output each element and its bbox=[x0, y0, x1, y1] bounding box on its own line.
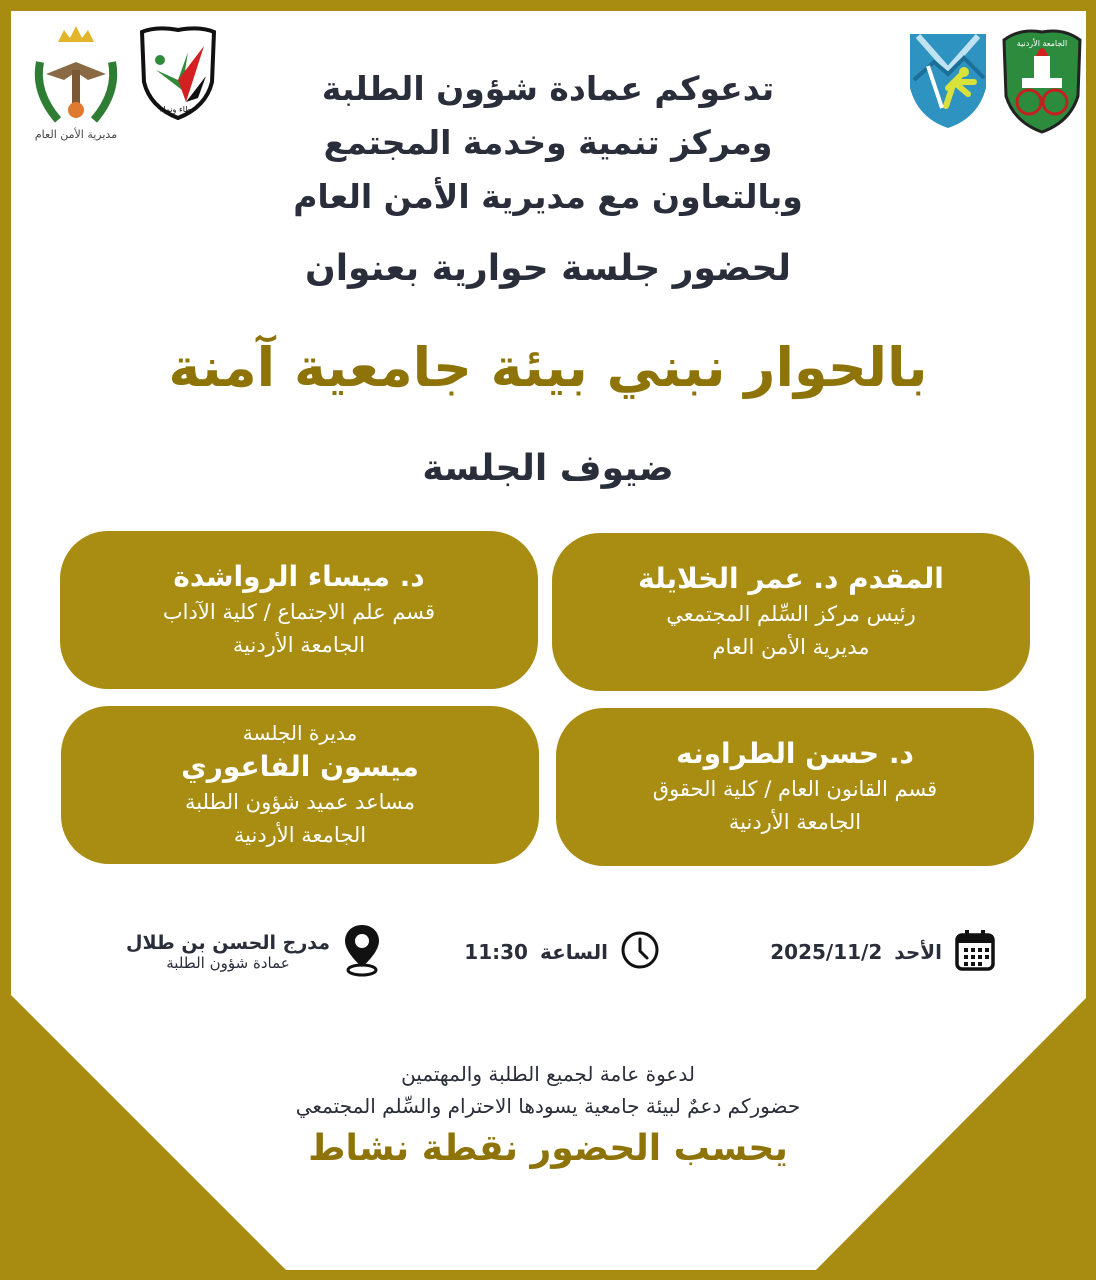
bottom-border bbox=[0, 1270, 1096, 1280]
activity-point-note: يحسب الحضور نقطة نشاط bbox=[308, 1128, 788, 1169]
svg-text:الجامعة الأردنية: الجامعة الأردنية bbox=[1016, 39, 1068, 48]
footer-line-2: حضوركم دعمٌ لبيئة جامعية يسودها الاحترام والسِّلم المجتمعي bbox=[295, 1094, 801, 1118]
guest-position: قسم القانون العام / كلية الحقوق bbox=[652, 777, 938, 801]
moderator-position: مساعد عميد شؤون الطلبة bbox=[184, 790, 415, 814]
moderator-organization: الجامعة الأردنية bbox=[233, 823, 367, 847]
guest-position: رئيس مركز السِّلم المجتمعي bbox=[666, 602, 916, 626]
venue-subtitle: عمادة شؤون الطلبة bbox=[166, 954, 290, 972]
moderator-card bbox=[61, 706, 539, 864]
header-line-1: تدعوكم عمادة شؤون الطلبة bbox=[321, 69, 775, 108]
date-day: الأحد bbox=[894, 940, 942, 964]
location-pin-icon bbox=[342, 923, 382, 981]
footer-text bbox=[0, 1058, 1096, 1122]
venue-name: مدرج الحسن بن طلال bbox=[125, 932, 330, 954]
header-line-3: وبالتعاون مع مديرية الأمن العام bbox=[293, 177, 803, 216]
guest-name: د. ميساء الرواشدة bbox=[173, 560, 425, 593]
event-time bbox=[464, 922, 660, 982]
guest-organization: الجامعة الأردنية bbox=[728, 810, 862, 834]
guest-organization: مديرية الأمن العام bbox=[712, 635, 870, 659]
event-date bbox=[770, 922, 996, 982]
moderator-role: مديرة الجلسة bbox=[242, 721, 358, 745]
clock-icon bbox=[620, 930, 660, 974]
time-value: 11:30 bbox=[464, 940, 528, 964]
guest-card bbox=[552, 533, 1030, 691]
header-line-2: ومركز تنمية وخدمة المجتمع bbox=[323, 123, 773, 162]
footer-line-1: لدعوة عامة لجميع الطلبة والمهتمين bbox=[401, 1062, 695, 1086]
session-title: بالحوار نبني بيئة جامعية آمنة bbox=[168, 336, 928, 399]
guests-heading: ضيوف الجلسة bbox=[422, 448, 674, 489]
guest-card bbox=[60, 531, 538, 689]
invite-text: لحضور جلسة حوارية بعنوان bbox=[304, 248, 792, 289]
moderator-name: ميسون الفاعوري bbox=[181, 750, 419, 783]
guest-name: د. حسن الطراونه bbox=[676, 737, 914, 770]
svg-text:عطاء ونماء: عطاء ونماء bbox=[159, 105, 197, 114]
svg-text:مديرية الأمن العام: مديرية الأمن العام bbox=[34, 128, 118, 141]
guest-position: قسم علم الاجتماع / كلية الآداب bbox=[162, 600, 436, 624]
guest-name: المقدم د. عمر الخلايلة bbox=[638, 562, 944, 595]
date-value: 2025/11/2 bbox=[770, 940, 883, 964]
guest-card bbox=[556, 708, 1034, 866]
calendar-icon bbox=[954, 928, 996, 976]
time-label: الساعة bbox=[539, 940, 608, 964]
invitation-header bbox=[0, 62, 1096, 224]
guest-organization: الجامعة الأردنية bbox=[232, 633, 366, 657]
event-venue bbox=[126, 922, 382, 982]
